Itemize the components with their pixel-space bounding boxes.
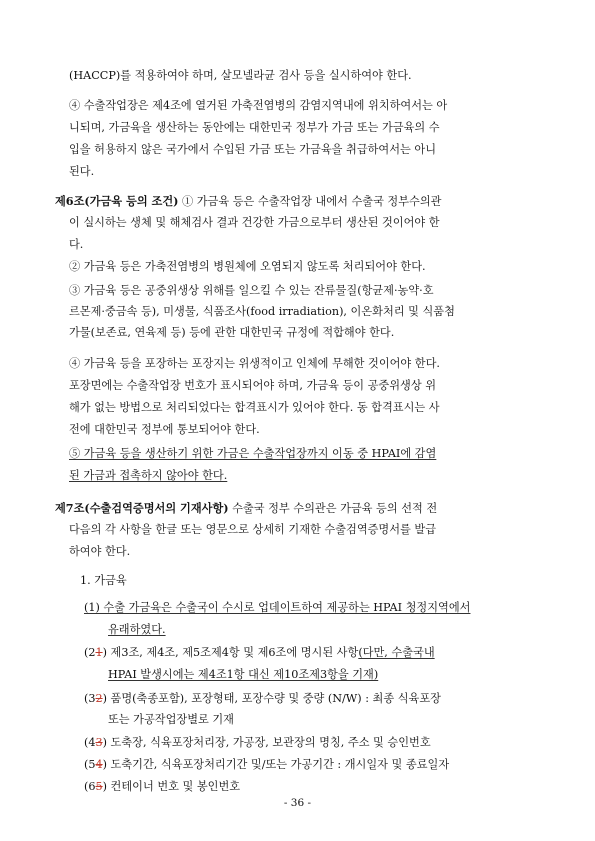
item5-number-open: (5 <box>84 758 96 771</box>
item5-text: 도축기간, 식육포장처리기간 및/또는 가공기간 : 개시일자 및 종료일자 <box>106 758 450 771</box>
para4-line4: 된다. <box>69 165 95 178</box>
item4-text: 도축장, 식육포장처리장, 가공장, 보관장의 명칭, 주소 및 승인번호 <box>106 736 431 749</box>
item3-number-open: (3 <box>84 692 96 705</box>
item6-number-close: ) <box>102 780 107 793</box>
article6-item5-line2: 된 가금과 접촉하지 않아야 한다. <box>69 469 228 482</box>
item5-number-close: ) <box>102 758 107 771</box>
page-number: - 36 - <box>283 797 312 809</box>
item3-line2: 또는 가공작업장별로 기재 <box>108 713 234 726</box>
para4-line1 <box>69 98 532 114</box>
item2-underlined: (다만, 수출국내 <box>358 646 435 659</box>
article6-item4-line3: 해가 없는 방법으로 처리되었다는 합격표시가 있어야 한다. 동 합격표시는 사 <box>69 401 440 414</box>
article6-heading: 제6조(가금육 등의 조건) <box>55 194 179 208</box>
item3-number-close: ) <box>102 692 107 705</box>
article7-line1-rest: 수출국 정부 수의관은 가금육 등의 선적 전 <box>228 502 438 515</box>
article7-line1 <box>55 500 437 517</box>
para4-line2: 니되며, 가금육을 생산하는 동안에는 대한민국 정부가 가금 또는 가금육의 수 <box>69 121 440 134</box>
item4-number-close: ) <box>102 736 107 749</box>
para4-line1-text: ④ 수출작업장은 제4조에 열거된 가축전염병의 감염지역내에 위치하여서는 아 <box>69 99 448 112</box>
item6-text: 컨테이너 번호 및 봉인번호 <box>106 780 241 793</box>
item6-number-open: (6 <box>84 780 96 793</box>
item2-line1 <box>84 645 435 661</box>
item2-line2: HPAI 발생시에는 제4조1항 대신 제10조제3항을 기재) <box>108 668 379 681</box>
item5-line1 <box>84 757 449 773</box>
article7-line2: 다음의 각 사항을 한글 또는 영문으로 상세히 기재한 수출검역증명서를 발급 <box>69 523 437 536</box>
item4-number-open: (4 <box>84 736 96 749</box>
item1-line1: (1) 수출 가금육은 수출국이 수시로 업데이트하여 제공하는 HPAI 청정지역에서 <box>84 601 471 614</box>
item3-text: 품명(축종포함), 포장형태, 포장수량 및 중량 (N/W) : 최종 식육포장 <box>106 692 441 705</box>
item2-number-close: ) <box>102 646 107 659</box>
article7-heading: 제7조(수출검역증명서의 기재사항) <box>55 501 229 515</box>
para4-line3: 입을 허용하지 않은 국가에서 수입된 가금 또는 가금육을 취급하여서는 아니 <box>69 143 437 156</box>
section1-heading: 1. 가금육 <box>80 574 127 587</box>
article6-line1 <box>55 193 441 210</box>
item6-line1 <box>84 779 240 795</box>
article6-item3-line1: ③ 가금육 등은 공중위생상 위해를 일으킬 수 있는 잔류물질(항균제·농약·호 <box>69 284 434 297</box>
article6-item2: ② 가금육 등은 가축전염병의 병원체에 오염되지 않도록 처리되어야 한다. <box>69 260 426 273</box>
article6-line2: 이 실시하는 생체 및 해체검사 결과 건강한 가금으로부터 생산된 것이어야 한 <box>69 216 440 229</box>
item5-number-deleted: 4 <box>95 758 103 771</box>
item2-number-deleted: 1 <box>95 646 103 659</box>
item1-line2: 유래하였다. <box>108 623 166 636</box>
article6-item4-line1: ④ 가금육 등을 포장하는 포장지는 위생적이고 인체에 무해한 것이어야 한다. <box>69 357 440 370</box>
article6-line1-rest: ① 가금육 등은 수출작업장 내에서 수출국 정부수의관 <box>178 195 442 208</box>
article7-line3: 하여야 한다. <box>69 545 131 558</box>
item2-text: 제3조, 제4조, 제5조제4항 및 제6조에 명시된 사항 <box>106 646 359 659</box>
item2-number-open: (2 <box>84 646 96 659</box>
article6-item5-line1: ⑤ 가금육 등을 생산하기 위한 가금은 수출작업장까지 이동 중 HPAI에 감염 <box>69 447 437 460</box>
article6-item3-line3: 가물(보존료, 연육제 등) 등에 관한 대한민국 규정에 적합해야 한다. <box>69 326 395 339</box>
item4-line1 <box>84 735 431 751</box>
article6-line3: 다. <box>69 238 84 251</box>
article6-item4-line4: 전에 대한민국 정부에 통보되어야 한다. <box>69 423 260 436</box>
article6-item3-line2: 르몬제·중금속 등), 미생물, 식품조사(food irradiation), 이온화처리 및 식품첨 <box>69 305 455 318</box>
haccp-line: (HACCP)를 적용하여야 하며, 살모넬라균 검사 등을 실시하여야 한다. <box>69 69 412 82</box>
article6-item4-line2: 포장면에는 수출작업장 번호가 표시되어야 하며, 가금육 등이 공중위생상 위 <box>69 379 437 392</box>
item3-number-deleted: 2 <box>95 692 103 705</box>
item4-number-deleted: 3 <box>95 736 103 749</box>
item3-line1 <box>84 691 441 707</box>
item6-number-deleted: 5 <box>95 780 103 793</box>
